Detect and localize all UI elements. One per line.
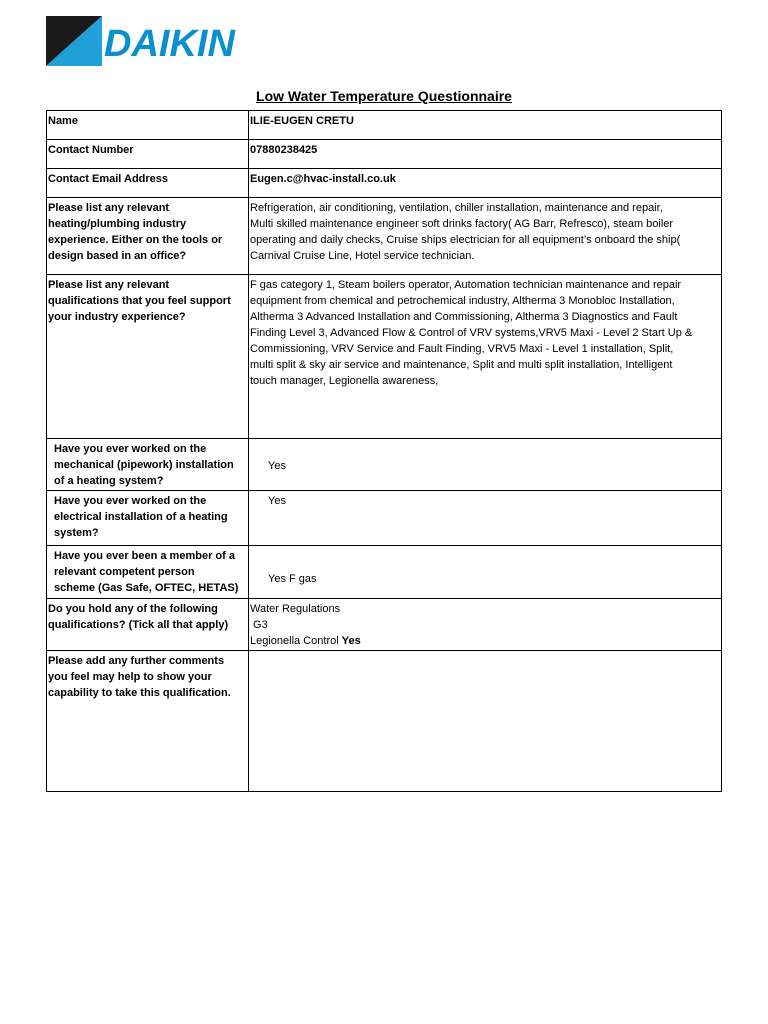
answer-line: equipment from chemical and petrochemical industry, Altherma 3 Monobloc Installation,: [250, 295, 675, 307]
table-row: [47, 439, 722, 491]
table-row: [47, 599, 722, 651]
answer-mechanical-installation: Yes: [249, 439, 722, 491]
question-line: Please add any further comments: [48, 655, 225, 667]
answer-industry-experience: [249, 198, 722, 275]
question-line: Please list any relevant: [48, 279, 170, 291]
answer-line: Refrigeration, air conditioning, ventilation, chiller installation, maintenance and repair,: [250, 202, 663, 214]
answer-line: Altherma 3 Advanced Installation and Commissioning, Altherma 3 Diagnostics and Fault: [250, 311, 678, 323]
table-row: [47, 491, 722, 546]
question-hold-qualifications: [47, 599, 249, 651]
answer-contact-number: 07880238425: [249, 140, 722, 169]
table-row: [47, 198, 722, 275]
answer-line: Multi skilled maintenance engineer soft drinks factory( AG Barr, Refresco), steam boiler: [250, 218, 674, 230]
question-line: you feel may help to show your: [48, 671, 212, 683]
question-email: Contact Email Address: [47, 169, 249, 198]
answer-line: multi split & sky air service and maintenance, Split and multi split installation, Intelligent: [250, 359, 673, 371]
answer-line: Commissioning, VRV Service and Fault Finding, VRV5 Maxi - Level 1 installation, Split,: [250, 343, 674, 355]
table-row: [47, 275, 722, 439]
question-line: electrical installation of a heating: [54, 511, 228, 523]
question-competent-person-scheme: [47, 546, 249, 599]
question-line: qualifications that you feel support: [48, 295, 231, 307]
question-line: Have you ever worked on the: [54, 443, 207, 455]
answer-line: G3: [250, 619, 268, 631]
question-line: scheme (Gas Safe, OFTEC, HETAS): [54, 582, 239, 594]
question-line: system?: [54, 527, 99, 539]
question-further-comments: [47, 651, 249, 792]
question-mechanical-installation: [47, 439, 249, 491]
question-electrical-installation: [47, 491, 249, 546]
question-line: heating/plumbing industry: [48, 218, 187, 230]
question-line: relevant competent person: [54, 566, 195, 578]
question-contact-number: Contact Number: [47, 140, 249, 169]
table-row: [47, 546, 722, 599]
answer-electrical-installation: Yes: [249, 491, 722, 546]
answer-email: Eugen.c@hvac-install.co.uk: [249, 169, 722, 198]
question-line: experience. Either on the tools or: [48, 234, 223, 246]
question-line: Please list any relevant: [48, 202, 170, 214]
question-line: design based in an office?: [48, 250, 187, 262]
question-line: mechanical (pipework) installation: [54, 459, 234, 471]
question-qualifications: [47, 275, 249, 439]
question-name: Name: [47, 111, 249, 140]
question-line: Do you hold any of the following: [48, 603, 218, 615]
answer-qualifications: [249, 275, 722, 439]
question-line: Have you ever been a member of a: [54, 550, 235, 562]
table-row: [47, 140, 722, 169]
daikin-logo: [46, 16, 306, 68]
answer-line: F gas category 1, Steam boilers operator, Automation technician maintenance and repair: [250, 279, 682, 291]
answer-line: operating and daily checks, Cruise ships electrician for all equipment’s onboard the ship(: [250, 234, 681, 246]
question-line: your industry experience?: [48, 311, 186, 323]
answer-further-comments: [249, 651, 722, 792]
logo-wordmark: DAIKIN: [104, 23, 235, 65]
question-industry-experience: [47, 198, 249, 275]
questionnaire-table: [46, 110, 722, 792]
question-line: capability to take this qualification.: [48, 687, 231, 699]
answer-line: [250, 633, 720, 649]
answer-line: Finding Level 3, Advanced Flow & Control of VRV systems,VRV5 Maxi - Level 2 Start Up &: [250, 327, 693, 339]
question-line: of a heating system?: [54, 475, 164, 487]
answer-line: Water Regulations: [250, 603, 341, 615]
answer-line: Carnival Cruise Line, Hotel service technician.: [250, 250, 475, 262]
answer-competent-person-scheme: Yes F gas: [249, 546, 722, 599]
answer-text: Legionella Control: [250, 635, 342, 647]
answer-name: ILIE-EUGEN CRETU: [249, 111, 722, 140]
page-title: Low Water Temperature Questionnaire: [256, 88, 512, 104]
answer-hold-qualifications: [249, 599, 722, 651]
answer-line: touch manager, Legionella awareness,: [250, 375, 439, 387]
table-row: [47, 651, 722, 792]
table-row: [47, 169, 722, 198]
question-line: qualifications? (Tick all that apply): [48, 619, 229, 631]
answer-bold-text: Yes: [341, 635, 361, 647]
question-line: Have you ever worked on the: [54, 495, 207, 507]
table-row: [47, 111, 722, 140]
